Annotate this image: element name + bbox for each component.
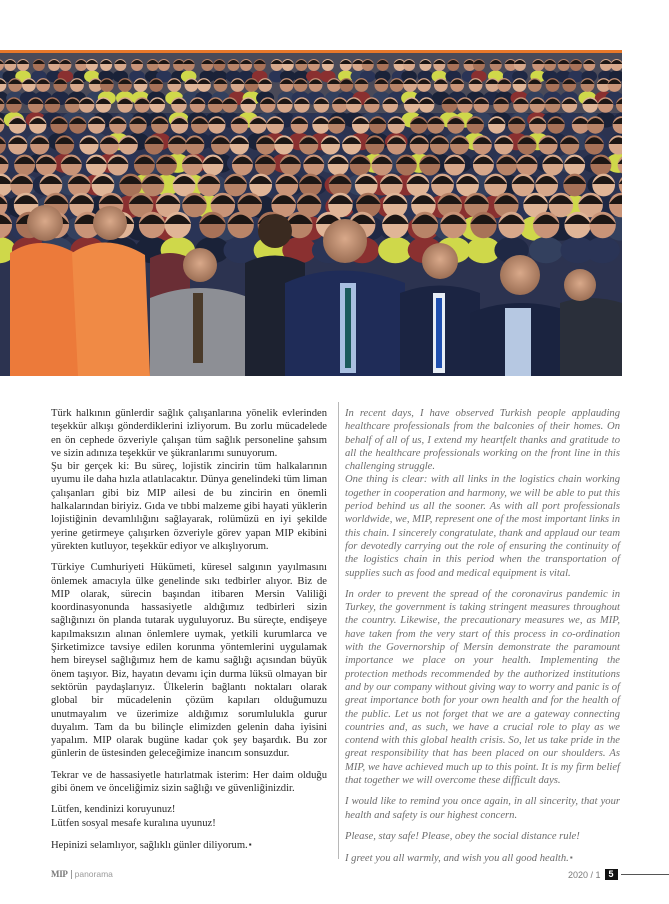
en-closing xyxy=(345,851,620,865)
en-paragraph: Please, stay safe! Please, obey the social distance rule! xyxy=(345,830,580,842)
tr-paragraph: Lütfen sosyal mesafe kuralına uyunuz! xyxy=(51,817,216,829)
logo-mip: MIP xyxy=(51,869,68,879)
logo-panorama: panorama xyxy=(74,869,113,879)
column-divider xyxy=(338,402,339,859)
footer-rule xyxy=(621,874,669,875)
en-paragraph: I would like to remind you once again, in all sincerity, that your health and safety is our highest concern. xyxy=(345,796,620,821)
tr-paragraph: Türkiye Cumhuriyeti Hükümeti, küresel salgının yayılmasını önlemek amacıyla ülke genelinde sıkı tedbirler alıyor. Biz de MIP olarak, sürecin başından itibaren Mersin Valiliği koordinasyonunda hassasiyetle aldığımız tedbirleri sizin sağlığınızı ön planda tutarak uyguluyoruz. Bu süreçte, endişeye kapılmaksızın alınan önlemlere uymak, yetkili kurumlarca ve Şirketimizce tavsiye edilen korunma yöntemlerini uygulamak hem bireysel sağlığımız hem de kamu sağlığı açısından büyük önem taşıyor. Biz, hayatın devamı için durma lüksü olmayan bir sektörün paydaşlarıyız. Ülkelerin bağlantı noktaları olarak global bir mücadelenin çözüm kapıları olduğumuzu unutmayalım ve üzerimize aldığımız sorumlulukla gurur duyalım. Tam da bu bilinçle elimizden gelenin daha iyisini yapalım. MIP olarak bugüne kadar çok şey başardık. Bu zor günlerin de üstesinden geleceğimize inancım sonsuzdur. xyxy=(51,562,327,760)
turkish-column xyxy=(51,407,327,860)
en-paragraph: In order to prevent the spread of the coronavirus pandemic in Turkey, the government is taking stringent measures throughout the country. Likewise, the precautionary measures we, as MIP, have taken from the very start of this process in co-ordination with the Governorship of Mersin demonstrate the paramount importance we place on your health. Implementing the protection methods recommended by the authorized institutions and by our company without giving way to worry and panic is of great importance both for your own health and for the health of the public. Let us not forget that we are a gateway connecting countries and, as such, we have a crucial role to play as we contend with this global health crisis. So, let us take pride in the great responsibility that has been placed on our shoulders. As MIP, we have achieved much up to this point. It is my firm belief that together we will overcome these difficult days. xyxy=(345,588,620,787)
en-paragraph: One thing is clear: with all links in the logistics chain working together in cooperation and harmony, we will be able to put this period behind us all the sooner. As with all port professionals worldwide, we, MIP, represent one of the most important links in this chain. I sincerely congratulate, thank and applaud our team for devotedly carrying out the role of ensuring the continuity of the logistics chain in this period when the transportation of supplies such as food and medical equipment is vital. xyxy=(345,474,620,579)
issue-label: 2020 / 1 xyxy=(568,869,601,880)
en-closing-text: I greet you all warmly, and wish you all good health. xyxy=(345,853,569,865)
tr-paragraph: Şu bir gerçek ki: Bu süreç, lojistik zincirin tüm halkalarının uyumu ile daha hızla atlatılacaktır. Dünya genelindeki tüm liman çalışanları gibi biz MIP ailesi de bu zincirin en önemli halkalarından biriyiz. Gıda ve tıbbi malzeme gibi hayati yüklerin lojistiğinin devamlılığını sağlayarak, rolümüzü en iyi şekilde yerine getirmeye çalışırken özveriyle görev yapan MIP ekibini yürekten kutluyor, teşekkür ediyor ve alkışlıyorum. xyxy=(51,461,327,552)
crowd-photo xyxy=(0,50,622,376)
tr-paragraph: Türk halkının günlerdir sağlık çalışanlarına yönelik evlerinden teşekkür alkışı gönderdiklerini izliyorum. Bu zorlu mücadelede en ön cephede özveriyle çalışan tüm sağlık personeline şahsım ve sizin adınıza teşekkür ve şükranlarımı sunuyorum. xyxy=(51,408,327,459)
en-paragraph: In recent days, I have observed Turkish people applauding healthcare professionals from the balconies of their homes. On behalf of all of us, I extend my heartfelt thanks and gratitude to all the healthcare professionals working on the front line in this challenging struggle. xyxy=(345,408,620,473)
end-mark-icon: ▪ xyxy=(248,839,252,849)
page-footer xyxy=(568,869,669,880)
magazine-logo xyxy=(51,869,113,879)
logo-separator xyxy=(71,870,72,879)
tr-paragraph: Tekrar ve de hassasiyetle hatırlatmak isterim: Her daim olduğu gibi önem ve önceliğimiz sizin sağlığı ve güvenliğinizdir. xyxy=(51,769,327,795)
page-number: 5 xyxy=(605,869,618,880)
crowd-photo-illustration xyxy=(0,53,622,376)
tr-closing xyxy=(51,838,327,852)
tr-paragraph: Lütfen, kendinizi koruyunuz! xyxy=(51,804,176,816)
english-column xyxy=(345,407,620,874)
tr-closing-text: Hepinizi selamlıyor, sağlıklı günler diliyorum. xyxy=(51,839,248,851)
end-mark-icon: ▪ xyxy=(569,853,573,863)
